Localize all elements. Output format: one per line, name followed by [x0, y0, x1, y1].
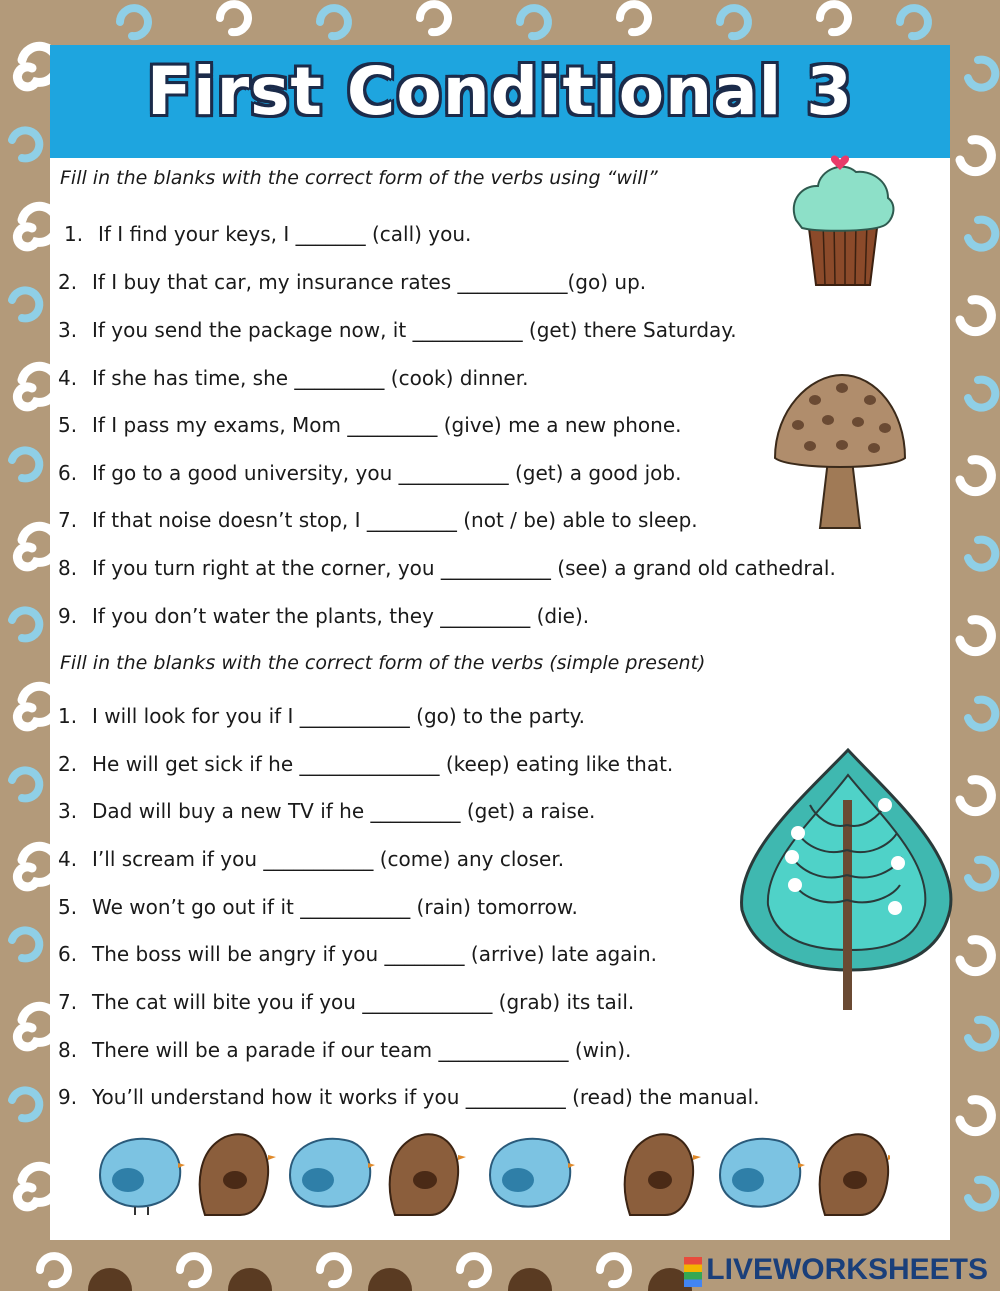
item-text: I’ll scream if you ___________ (come) any closer. — [92, 847, 565, 871]
title-banner — [50, 45, 950, 158]
section1-item-8 — [58, 556, 836, 580]
item-number: 8. — [58, 1038, 78, 1062]
item-number: 2. — [58, 752, 78, 776]
item-text: If I buy that car, my insurance rates ___________(go) up. — [92, 270, 647, 294]
item-number: 1. — [64, 222, 84, 246]
cupcake-icon — [788, 150, 898, 290]
item-text: If that noise doesn’t stop, I _________ (not / be) able to sleep. — [92, 508, 698, 532]
item-number: 6. — [58, 942, 78, 966]
bird-icon — [390, 1134, 466, 1215]
section2-item-9 — [58, 1085, 760, 1109]
section2-item-3 — [58, 799, 595, 823]
item-text: If I pass my exams, Mom _________ (give) me a new phone. — [92, 413, 682, 437]
item-text: If go to a good university, you ___________ (get) a good job. — [92, 461, 682, 485]
item-number: 8. — [58, 556, 78, 580]
bird-icon — [200, 1134, 276, 1215]
item-text: Dad will buy a new TV if he _________ (get) a raise. — [92, 799, 596, 823]
item-number: 3. — [58, 318, 78, 342]
section2-item-7 — [58, 990, 634, 1014]
item-number: 2. — [58, 270, 78, 294]
bird-icon — [720, 1139, 805, 1207]
logo-badge-icon — [684, 1257, 702, 1287]
item-number: 9. — [58, 1085, 78, 1109]
section1-item-5 — [58, 413, 681, 437]
page-title: First Conditional 3 — [146, 53, 854, 130]
section2-item-2 — [58, 752, 673, 776]
item-text: If I find your keys, I _______ (call) you. — [98, 222, 472, 246]
item-number: 5. — [58, 895, 78, 919]
item-text: I will look for you if I ___________ (go) to the party. — [92, 704, 586, 728]
section2-item-4 — [58, 847, 564, 871]
item-number: 6. — [58, 461, 78, 485]
bird-icon — [100, 1139, 185, 1215]
bird-icon — [290, 1139, 375, 1207]
item-text: If you don’t water the plants, they _________ (die). — [92, 604, 590, 628]
item-text: If you turn right at the corner, you ___________ (see) a grand old cathedral. — [92, 556, 836, 580]
item-text: If she has time, she _________ (cook) dinner. — [92, 366, 529, 390]
item-number: 3. — [58, 799, 78, 823]
item-text: There will be a parade if our team _____________ (win). — [92, 1038, 632, 1062]
item-number: 7. — [58, 508, 78, 532]
item-number: 4. — [58, 847, 78, 871]
item-text: We won’t go out if it ___________ (rain) tomorrow. — [92, 895, 578, 919]
item-number: 7. — [58, 990, 78, 1014]
section2-item-1 — [58, 704, 585, 728]
section1-item-2 — [58, 270, 646, 294]
liveworksheets-logo — [684, 1253, 988, 1287]
item-text: The cat will bite you if you _____________ (grab) its tail. — [92, 990, 635, 1014]
bird-row — [90, 1125, 890, 1220]
item-text: You’ll understand how it works if you __________ (read) the manual. — [92, 1085, 760, 1109]
bird-icon — [625, 1134, 701, 1215]
section1-item-1 — [64, 222, 471, 246]
bird-icon — [490, 1139, 575, 1207]
item-number: 5. — [58, 413, 78, 437]
item-number: 4. — [58, 366, 78, 390]
section1-item-7 — [58, 508, 698, 532]
item-number: 9. — [58, 604, 78, 628]
section1-instruction: Fill in the blanks with the correct form of the verbs using “will” — [60, 167, 658, 189]
item-text: The boss will be angry if you ________ (arrive) late again. — [92, 942, 658, 966]
section1-item-9 — [58, 604, 589, 628]
logo-text: LIVEWORKSHEETS — [706, 1253, 988, 1286]
tree-icon — [730, 745, 970, 1015]
section1-item-6 — [58, 461, 681, 485]
mushroom-icon — [770, 370, 910, 532]
section2-instruction: Fill in the blanks with the correct form of the verbs (simple present) — [60, 652, 706, 674]
bird-icon — [820, 1134, 890, 1215]
section2-item-8 — [58, 1038, 631, 1062]
section1-item-3 — [58, 318, 737, 342]
section2-item-6 — [58, 942, 657, 966]
item-text: If you send the package now, it ___________ (get) there Saturday. — [92, 318, 737, 342]
section1-item-4 — [58, 366, 528, 390]
item-text: He will get sick if he ______________ (keep) eating like that. — [92, 752, 674, 776]
item-number: 1. — [58, 704, 78, 728]
section2-item-5 — [58, 895, 578, 919]
